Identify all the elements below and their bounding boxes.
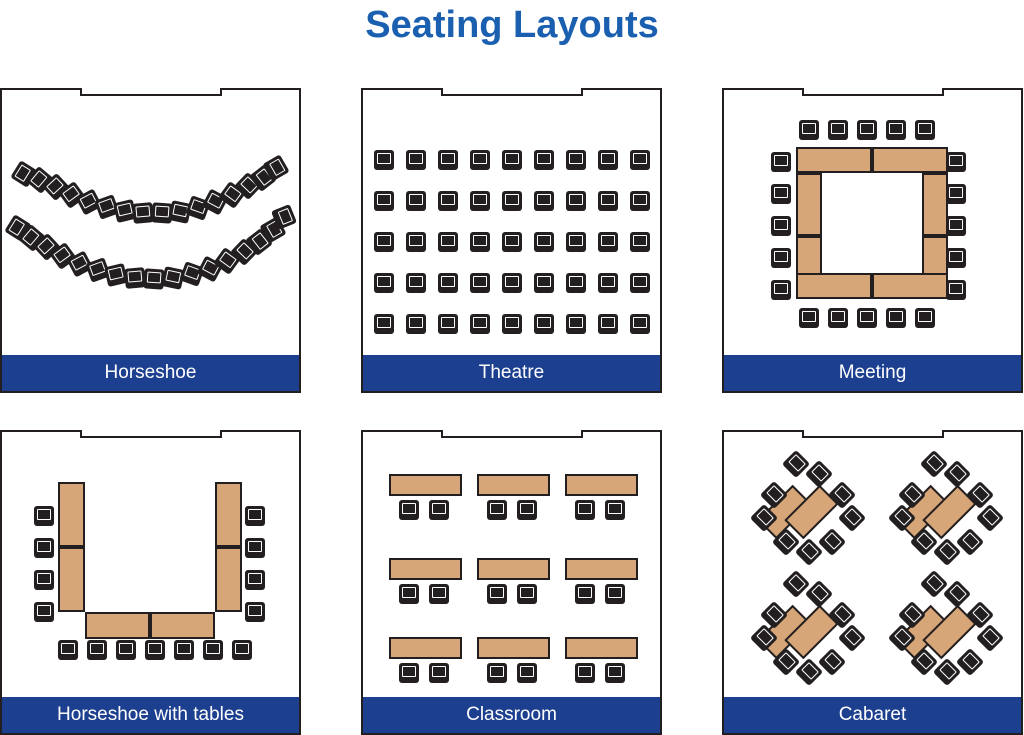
table — [565, 637, 638, 659]
chair — [771, 184, 791, 204]
panel-cabaret[interactable] — [722, 430, 1023, 735]
chair — [374, 191, 394, 211]
chair — [598, 314, 618, 334]
chair — [87, 640, 107, 660]
meeting-seating-area — [724, 90, 1021, 355]
panel-horseshoe-with-tables[interactable] — [0, 430, 301, 735]
table — [389, 558, 462, 580]
chair — [857, 120, 877, 140]
chair — [605, 500, 625, 520]
chair — [517, 663, 537, 683]
chair — [429, 584, 449, 604]
chair — [946, 248, 966, 268]
chair — [630, 314, 650, 334]
chair — [517, 584, 537, 604]
chair — [799, 120, 819, 140]
panel-theatre[interactable] — [361, 88, 662, 393]
chair — [534, 150, 554, 170]
chair — [203, 640, 223, 660]
chair — [470, 273, 490, 293]
chair — [487, 584, 507, 604]
chair — [946, 152, 966, 172]
cabaret-cluster — [746, 452, 866, 572]
chair — [598, 232, 618, 252]
chair — [534, 191, 554, 211]
chair — [487, 663, 507, 683]
chair — [630, 150, 650, 170]
chair — [502, 273, 522, 293]
chair — [502, 191, 522, 211]
chair — [828, 120, 848, 140]
chair — [502, 314, 522, 334]
chair — [470, 314, 490, 334]
table — [150, 612, 215, 639]
chair — [470, 232, 490, 252]
chair — [534, 314, 554, 334]
chair — [605, 663, 625, 683]
chair — [566, 273, 586, 293]
chair — [245, 602, 265, 622]
chair — [630, 273, 650, 293]
table — [58, 482, 85, 547]
chair — [429, 663, 449, 683]
panel-caption: Horseshoe — [2, 355, 299, 391]
chair — [566, 150, 586, 170]
panel-horseshoe[interactable] — [0, 88, 301, 393]
chair — [34, 570, 54, 590]
table — [85, 612, 150, 639]
table — [477, 474, 550, 496]
chair — [406, 150, 426, 170]
chair — [598, 191, 618, 211]
table — [389, 474, 462, 496]
chair — [399, 500, 419, 520]
panel-caption: Cabaret — [724, 697, 1021, 733]
panel-classroom[interactable] — [361, 430, 662, 735]
chair — [399, 663, 419, 683]
chair — [132, 202, 154, 224]
chair — [566, 314, 586, 334]
chair — [374, 232, 394, 252]
horseshoe-seating-area — [2, 90, 299, 355]
chair — [886, 308, 906, 328]
chair — [116, 640, 136, 660]
chair — [915, 120, 935, 140]
chair — [406, 232, 426, 252]
horseshoe-tables-seating-area — [2, 432, 299, 697]
chair — [470, 150, 490, 170]
chair — [799, 308, 819, 328]
chair — [399, 584, 419, 604]
chair — [374, 273, 394, 293]
chair — [438, 314, 458, 334]
cabaret-seating-area — [724, 432, 1021, 697]
chair — [245, 538, 265, 558]
cabaret-cluster — [746, 572, 866, 692]
classroom-seating-area — [363, 432, 660, 697]
chair — [771, 216, 791, 236]
chair — [886, 120, 906, 140]
table — [477, 637, 550, 659]
chair — [915, 308, 935, 328]
chair — [630, 232, 650, 252]
chair — [771, 152, 791, 172]
page-title: Seating Layouts — [365, 4, 659, 46]
cabaret-cluster — [884, 452, 1004, 572]
table — [215, 547, 242, 612]
chair — [438, 191, 458, 211]
chair — [429, 500, 449, 520]
chair — [598, 150, 618, 170]
panel-caption: Horseshoe with tables — [2, 697, 299, 733]
panel-caption: Meeting — [724, 355, 1021, 391]
chair — [245, 506, 265, 526]
chair — [174, 640, 194, 660]
chair — [438, 150, 458, 170]
chair — [575, 663, 595, 683]
chair — [502, 150, 522, 170]
table — [565, 558, 638, 580]
table — [565, 474, 638, 496]
chair — [857, 308, 877, 328]
chair — [575, 500, 595, 520]
table — [215, 482, 242, 547]
table — [922, 173, 948, 236]
chair — [534, 273, 554, 293]
chair — [517, 500, 537, 520]
panel-caption: Classroom — [363, 697, 660, 733]
chair — [232, 640, 252, 660]
chair — [502, 232, 522, 252]
chair — [534, 232, 554, 252]
chair — [566, 232, 586, 252]
chair — [34, 506, 54, 526]
table — [796, 273, 872, 299]
chair — [566, 191, 586, 211]
cabaret-cluster — [884, 572, 1004, 692]
chair — [771, 280, 791, 300]
chair — [406, 191, 426, 211]
table — [58, 547, 85, 612]
chair — [630, 191, 650, 211]
table — [796, 173, 822, 236]
table — [872, 147, 948, 173]
chair — [438, 232, 458, 252]
chair — [145, 640, 165, 660]
chair — [406, 314, 426, 334]
table — [796, 147, 872, 173]
chair — [470, 191, 490, 211]
chair — [374, 150, 394, 170]
panel-meeting[interactable] — [722, 88, 1023, 393]
chair — [771, 248, 791, 268]
chair — [34, 538, 54, 558]
chair — [34, 602, 54, 622]
table — [872, 273, 948, 299]
chair — [438, 273, 458, 293]
table — [477, 558, 550, 580]
chair — [487, 500, 507, 520]
chair — [575, 584, 595, 604]
chair — [946, 216, 966, 236]
chair — [374, 314, 394, 334]
chair — [828, 308, 848, 328]
chair — [58, 640, 78, 660]
panel-caption: Theatre — [363, 355, 660, 391]
table — [389, 637, 462, 659]
chair — [605, 584, 625, 604]
chair — [946, 184, 966, 204]
chair — [406, 273, 426, 293]
chair — [946, 280, 966, 300]
chair — [245, 570, 265, 590]
chair — [598, 273, 618, 293]
theatre-seating-area — [363, 90, 660, 355]
